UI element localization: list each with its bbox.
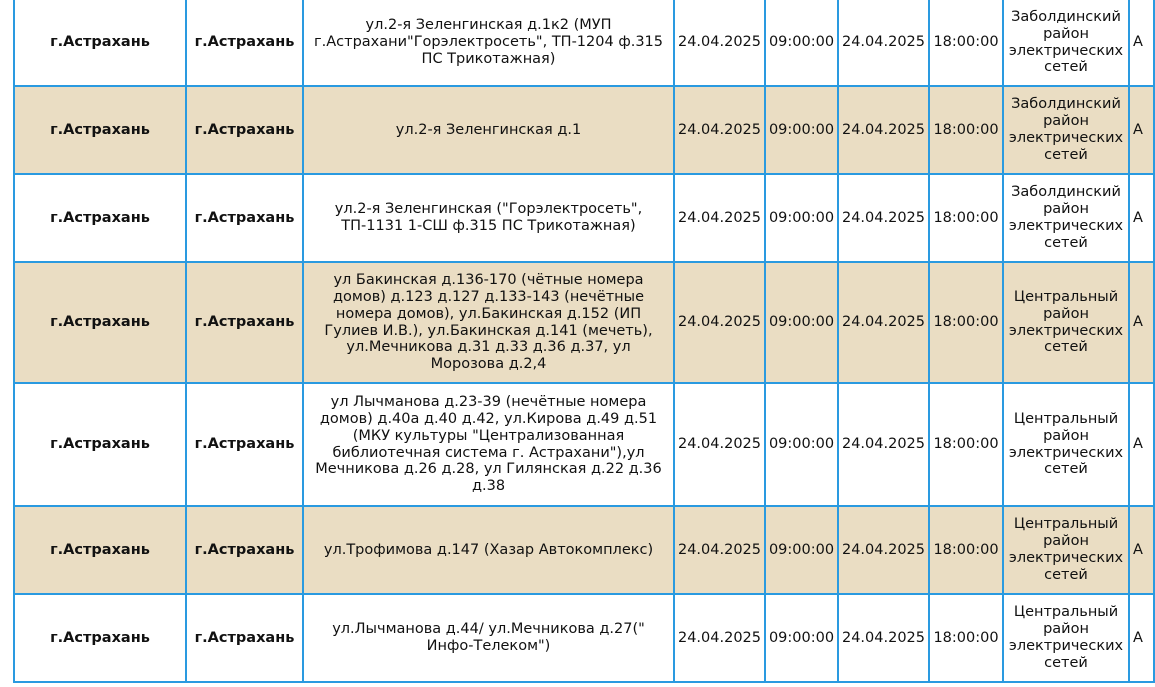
address-cell: ул Лычманова д.23-39 (нечётные номера домов) д.40а д.40 д.42, ул.Кирова д.49 д.51 (МКУ культуры "Централизованная библиотечная система г. Астрахани"),ул Мечникова д.26 д.28, ул Гилянская д.22 д.36 д.38 <box>303 383 674 506</box>
table-row <box>14 383 1154 506</box>
start-time-cell: 09:00:00 <box>765 506 838 594</box>
end-time-cell: 18:00:00 <box>929 86 1003 174</box>
extra-cell: А <box>1129 262 1154 383</box>
region-cell: г.Астрахань <box>14 174 186 262</box>
table-row <box>14 506 1154 594</box>
district-cell: Центральный район электрических сетей <box>1003 506 1129 594</box>
start-date-cell: 24.04.2025 <box>674 86 765 174</box>
address-cell: ул.2-я Зеленгинская ("Горэлектросеть", ТП-1131 1-СШ ф.315 ПС Трикотажная) <box>303 174 674 262</box>
region-cell: г.Астрахань <box>14 262 186 383</box>
region-cell: г.Астрахань <box>14 0 186 86</box>
start-date-cell: 24.04.2025 <box>674 506 765 594</box>
end-date-cell: 24.04.2025 <box>838 0 929 86</box>
district-cell: Центральный район электрических сетей <box>1003 383 1129 506</box>
address-cell: ул.Лычманова д.44/ ул.Мечникова д.27(" Инфо-Телеком") <box>303 594 674 682</box>
start-time-cell: 09:00:00 <box>765 262 838 383</box>
extra-cell: А <box>1129 86 1154 174</box>
extra-cell: А <box>1129 594 1154 682</box>
table-row <box>14 0 1154 86</box>
start-time-cell: 09:00:00 <box>765 594 838 682</box>
district-cell: Заболдинский район электрических сетей <box>1003 174 1129 262</box>
region-cell: г.Астрахань <box>14 506 186 594</box>
address-cell: ул Бакинская д.136-170 (чётные номера домов) д.123 д.127 д.133-143 (нечётные номера домов), ул.Бакинская д.152 (ИП Гулиев И.В.), ул.Бакинская д.141 (мечеть), ул.Мечникова д.31 д.33 д.36 д.37, ул Морозова д.2,4 <box>303 262 674 383</box>
start-time-cell: 09:00:00 <box>765 174 838 262</box>
locality-cell: г.Астрахань <box>186 262 303 383</box>
locality-cell: г.Астрахань <box>186 594 303 682</box>
district-cell: Центральный район электрических сетей <box>1003 594 1129 682</box>
end-time-cell: 18:00:00 <box>929 594 1003 682</box>
locality-cell: г.Астрахань <box>186 506 303 594</box>
outage-table <box>13 0 1155 683</box>
region-cell: г.Астрахань <box>14 594 186 682</box>
end-date-cell: 24.04.2025 <box>838 262 929 383</box>
address-cell: ул.2-я Зеленгинская д.1 <box>303 86 674 174</box>
locality-cell: г.Астрахань <box>186 174 303 262</box>
locality-cell: г.Астрахань <box>186 0 303 86</box>
extra-cell: А <box>1129 174 1154 262</box>
end-date-cell: 24.04.2025 <box>838 594 929 682</box>
end-time-cell: 18:00:00 <box>929 506 1003 594</box>
locality-cell: г.Астрахань <box>186 86 303 174</box>
table-row <box>14 174 1154 262</box>
extra-cell: А <box>1129 506 1154 594</box>
outage-table-body <box>14 0 1154 682</box>
end-date-cell: 24.04.2025 <box>838 383 929 506</box>
end-time-cell: 18:00:00 <box>929 383 1003 506</box>
start-date-cell: 24.04.2025 <box>674 262 765 383</box>
end-time-cell: 18:00:00 <box>929 0 1003 86</box>
district-cell: Центральный район электрических сетей <box>1003 262 1129 383</box>
district-cell: Заболдинский район электрических сетей <box>1003 0 1129 86</box>
extra-cell: А <box>1129 383 1154 506</box>
end-date-cell: 24.04.2025 <box>838 86 929 174</box>
end-time-cell: 18:00:00 <box>929 262 1003 383</box>
end-date-cell: 24.04.2025 <box>838 506 929 594</box>
table-row <box>14 86 1154 174</box>
start-date-cell: 24.04.2025 <box>674 383 765 506</box>
start-time-cell: 09:00:00 <box>765 86 838 174</box>
district-cell: Заболдинский район электрических сетей <box>1003 86 1129 174</box>
table-row <box>14 262 1154 383</box>
region-cell: г.Астрахань <box>14 86 186 174</box>
start-date-cell: 24.04.2025 <box>674 594 765 682</box>
end-date-cell: 24.04.2025 <box>838 174 929 262</box>
table-row <box>14 594 1154 682</box>
address-cell: ул.Трофимова д.147 (Хазар Автокомплекс) <box>303 506 674 594</box>
start-time-cell: 09:00:00 <box>765 0 838 86</box>
end-time-cell: 18:00:00 <box>929 174 1003 262</box>
locality-cell: г.Астрахань <box>186 383 303 506</box>
start-date-cell: 24.04.2025 <box>674 0 765 86</box>
start-date-cell: 24.04.2025 <box>674 174 765 262</box>
start-time-cell: 09:00:00 <box>765 383 838 506</box>
region-cell: г.Астрахань <box>14 383 186 506</box>
address-cell: ул.2-я Зеленгинская д.1к2 (МУП г.Астрахани"Горэлектросеть", ТП-1204 ф.315 ПС Трикотажная) <box>303 0 674 86</box>
extra-cell: А <box>1129 0 1154 86</box>
